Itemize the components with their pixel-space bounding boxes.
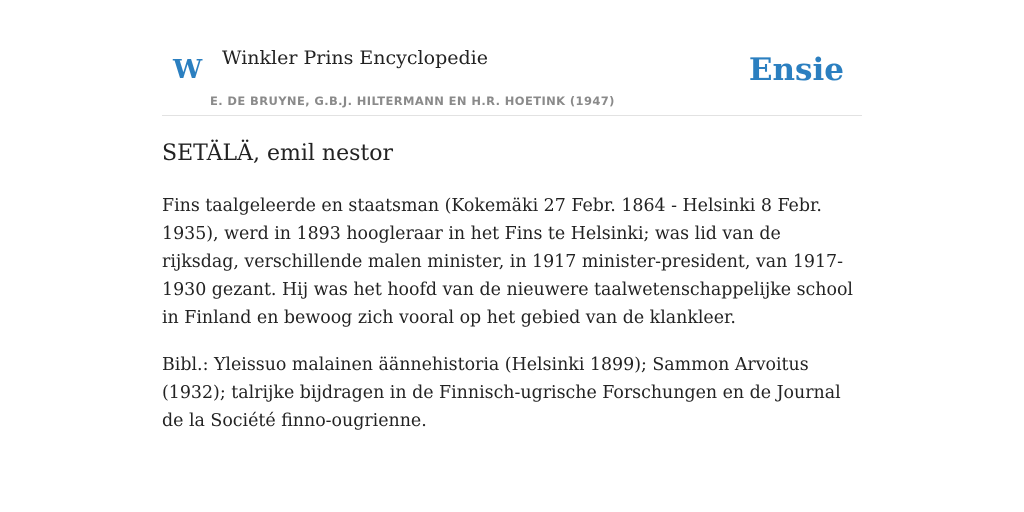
page-header: [162, 0, 862, 116]
source-title-link[interactable]: Winkler Prins Encyclopedie: [222, 47, 488, 69]
entry-paragraph-bibliography: Bibl.: Yleissuo malainen äännehistoria (Helsinki 1899); Sammon Arvoitus (1932); talrijke bijdragen in de Finnisch-ugrische Forschungen en de Journal de la Société finno-ougrienne.: [162, 355, 841, 431]
winkler-prins-logo[interactable]: W: [173, 55, 203, 85]
entry-paragraph-body: Fins taalgeleerde en staatsman (Kokemäki 27 Febr. 1864 - Helsinki 8 Febr. 1935), werd in 1893 hoogleraar in het Fins te Helsinki; was lid van de rijksdag, verschillende malen minister, in 1917 minister-president, van 1917-1930 gezant. Hij was het hoofd van de nieuwere taalwetenschappelijke school in Finland en bewoog zich vooral op het gebied van de klankleer.: [162, 196, 853, 328]
ensie-logo-link[interactable]: Ensie: [748, 52, 844, 88]
source-authors: E. DE BRUYNE, G.B.J. HILTERMANN EN H.R. HOETINK (1947): [210, 94, 615, 108]
entry-title: SETÄLÄ, emil nestor: [162, 141, 393, 166]
page-content: [162, 0, 862, 431]
